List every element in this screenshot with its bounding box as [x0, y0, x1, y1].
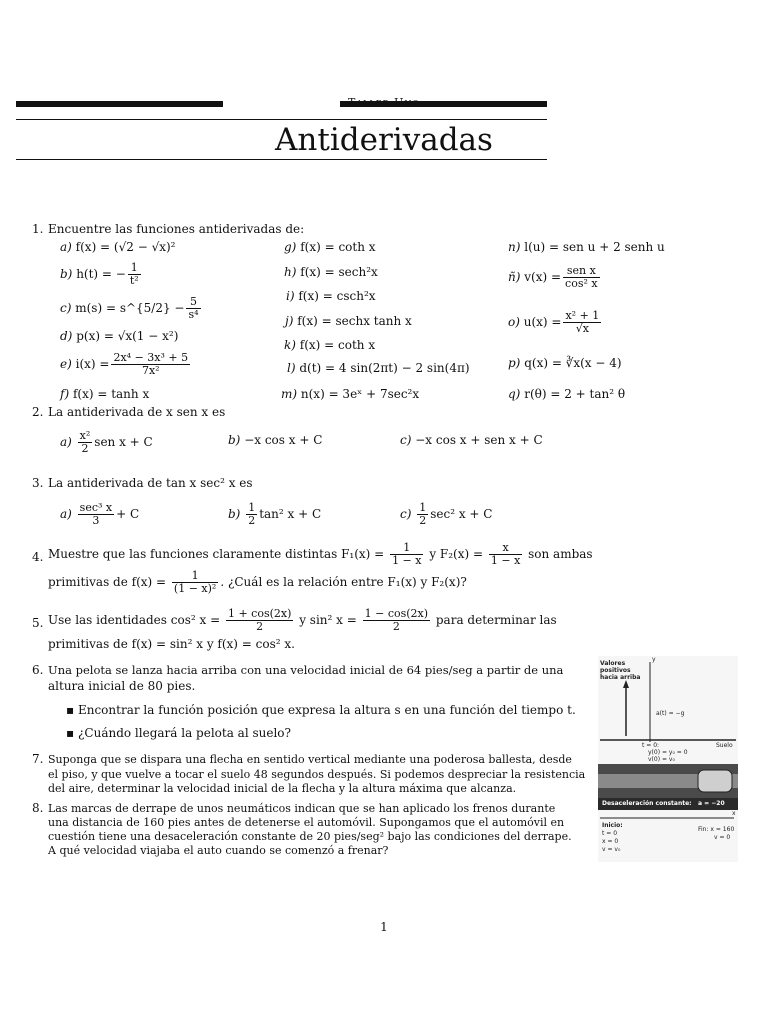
q4-number: 4. — [32, 550, 44, 564]
fig-decel-label: Desaceleración constante: — [602, 800, 692, 807]
fig-end-1: Fin: x = 160 — [698, 826, 735, 833]
fig-x-axis-label: x — [732, 810, 736, 817]
q1-item-e: e) i(x) = $\frac{\text{2x⁴ − 3x³ + 5}}{\text{7x²}}$ — [60, 351, 189, 377]
q1-item-o: o) u(x) = $\frac{\text{x² + 1}}{√x}$ — [508, 309, 600, 335]
q1-item-p: p) q(x) = ∛x(x − 4) — [508, 356, 622, 370]
title-rule-bottom — [16, 159, 547, 160]
q2-prompt: La antiderivada de x sen x es — [48, 405, 226, 419]
q1-item-h: h) f(x) = sech²x — [284, 265, 378, 279]
q1-item-nn: ñ) v(x) = $\frac{\text{sen x}}{\text{cos² x}}$ — [508, 264, 598, 290]
page-title: Antiderivadas — [275, 122, 493, 158]
q3-number: 3. — [32, 476, 44, 490]
q1-item-a: a) f(x) = (√2 − √x)² — [60, 240, 176, 254]
q1-item-q: q) r(θ) = 2 + tan² θ — [508, 387, 626, 401]
q1-item-n: n) l(u) = sen u + 2 senh u — [508, 240, 665, 254]
q2-option-a: a) $\frac{\text{x²}}{2}$ sen x + C — [60, 429, 153, 455]
q2-number: 2. — [32, 405, 44, 419]
q6-line-2: altura inicial de 80 pies. — [48, 679, 196, 693]
q1-item-i: i) f(x) = csch²x — [286, 289, 376, 303]
q2-option-b: b) −x cos x + C — [228, 433, 323, 447]
q7-line-1: Suponga que se dispara una flecha en sentido vertical mediante una poderosa ballesta, desde — [48, 753, 572, 766]
q1-item-c: c) m(s) = s^{5/2} − $\frac{5}{\text{s⁴}}$ — [60, 295, 199, 321]
title-rule-top — [16, 119, 547, 120]
q8-line-3: cuestión tiene una desaceleración constante de 20 pies/seg² bajo las condiciones del derrape. — [48, 830, 572, 843]
q1-item-j: j) f(x) = sechx tanh x — [285, 314, 412, 328]
q2-option-c: c) −x cos x + sen x + C — [400, 433, 543, 447]
fig-end-2: v = 0 — [714, 834, 731, 841]
q1-item-m: m) n(x) = 3eˣ + 7sec²x — [281, 387, 420, 401]
q1-item-l: l) d(t) = 4 sin(2πt) − 2 sin(4π) — [287, 361, 470, 375]
q6-number: 6. — [32, 663, 44, 677]
q7-line-2: el piso, y que vuelve a tocar el suelo 48 segundos después. Si podemos despreciar la resistencia — [48, 768, 586, 781]
q4-line-2: primitivas de f(x) = $\frac{1}{\text{(1 − x)²}}$ . ¿Cuál es la relación entre F₁(x) y F₂(x)? — [48, 569, 467, 595]
q1-item-k: k) f(x) = coth x — [284, 338, 376, 352]
fig-start-2: t = 0 — [602, 830, 618, 837]
q3-option-a: a) $\frac{\text{sec³ x}}{3}$ + C — [60, 501, 140, 527]
fig-y0-label: y(0) = y₀ = 0 — [648, 749, 688, 756]
q1-item-d: d) p(x) = √x(1 − x²) — [60, 329, 179, 343]
car-shape — [698, 770, 732, 792]
q6-bullet-1: ▪ Encontrar la función posición que expresa la altura s en una función del tiempo t. — [66, 703, 576, 717]
up-arrowhead — [623, 680, 629, 688]
q3-prompt: La antiderivada de tan x sec² x es — [48, 476, 253, 490]
fig-decel-value: a = −20 — [698, 800, 725, 807]
q5-number: 5. — [32, 616, 44, 630]
q1-item-f: f) f(x) = tanh x — [60, 387, 150, 401]
fig-ground-label: Suelo — [716, 742, 733, 749]
physics-figure — [598, 656, 738, 862]
page-number: 1 — [380, 920, 388, 934]
q7-number: 7. — [32, 752, 44, 766]
fig-accel-label: a(t) = −g — [656, 710, 685, 717]
fig-t0-label: t = 0: — [642, 742, 660, 749]
q8-line-4: A qué velocidad viajaba el auto cuando se comenzó a frenar? — [48, 844, 389, 857]
fig-values-label-3: hacia arriba — [600, 674, 641, 681]
q5-line-1: Use las identidades cos² x = $\frac{1 + \cos(2x)}{2}$ y sin² x = $\frac{1 - \cos(2x)}{2}$ para determinar las — [48, 607, 557, 633]
fig-start-4: v = v₀ — [602, 846, 621, 853]
fig-v0-label: v(0) = v₀ — [648, 756, 675, 763]
header-label: Taller Uno — [348, 96, 420, 109]
fig-start-3: x = 0 — [602, 838, 619, 845]
fig-start-1: Inicio: — [602, 822, 623, 829]
q8-line-2: una distancia de 160 pies antes de detenerse el automóvil. Supongamos que el automóvil en — [48, 816, 565, 829]
q5-line-2: primitivas de f(x) = sin² x y f(x) = cos² x. — [48, 637, 295, 651]
q4-line-1: Muestre que las funciones claramente distintas F₁(x) = $\frac{1}{1 - x}$ y F₂(x) = $\frac{x}{1 - x}$ son ambas — [48, 541, 593, 567]
fig-y-axis-label: y — [652, 656, 656, 663]
fig-values-label-1: Valores — [600, 660, 626, 667]
q8-number: 8. — [32, 801, 44, 815]
q1-item-b: b) h(t) = − $\frac{1}{\text{t²}}$ — [60, 261, 139, 287]
q3-option-c: c) $\frac{1}{2}$ sec² x + C — [400, 501, 493, 527]
q6-line-1: Una pelota se lanza hacia arriba con una velocidad inicial de 64 pies/seg a partir de una — [48, 663, 564, 677]
q1-item-g: g) f(x) = coth x — [284, 240, 376, 254]
q6-bullet-2: ▪ ¿Cuándo llegará la pelota al suelo? — [66, 726, 291, 740]
q8-line-1: Las marcas de derrape de unos neumáticos indican que se han aplicado los frenos durante — [48, 802, 556, 815]
fig-values-label-2: positivos — [600, 667, 631, 674]
q1-prompt: Encuentre las funciones antiderivadas de: — [48, 222, 305, 236]
q3-option-b: b) $\frac{1}{2}$ tan² x + C — [228, 501, 322, 527]
q7-line-3: del aire, determinar la velocidad inicial de la flecha y la altura máxima que alcanza. — [48, 782, 517, 795]
q1-number: 1. — [32, 222, 44, 236]
